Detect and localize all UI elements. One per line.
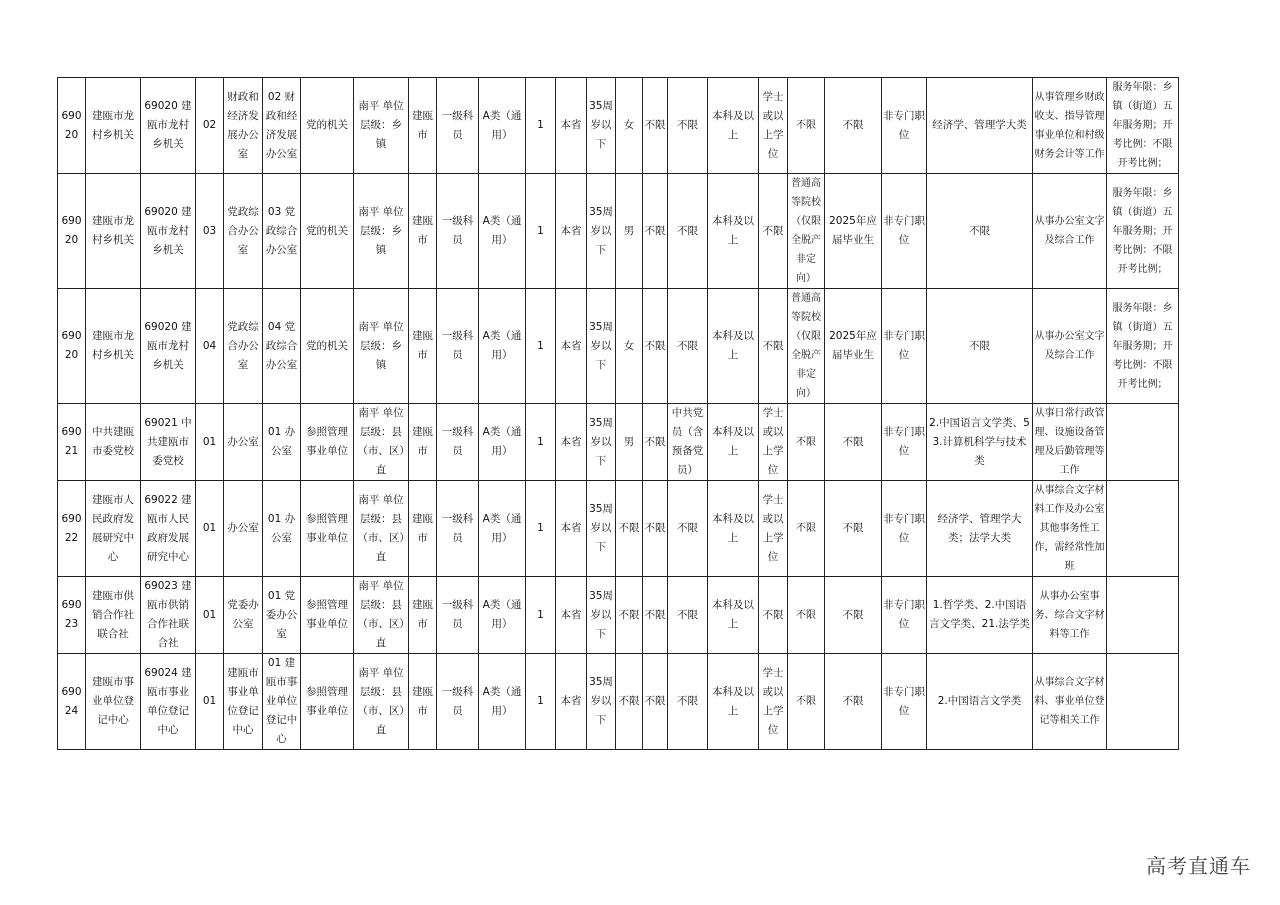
cell-job-description: 从事日常行政管理、设施设备管理及后勤管理等工作 [1033,404,1107,481]
cell-gender-requirement: 不限 [616,481,643,577]
cell-post-name: 01 党委办公室 [263,577,301,654]
cell-unit-full-name: 69020 建瓯市龙村乡机关 [141,174,196,289]
cell-post-type: 非专门职位 [882,654,927,750]
table-row [58,481,1179,577]
cell-post-grade: 一级科员 [437,289,479,404]
watermark: 高考直通车 [1146,854,1251,878]
cell-department: 党政综合办公室 [224,174,263,289]
cell-unit-level: 南平 单位层级：乡镇 [354,78,409,174]
cell-headcount: 1 [526,481,556,577]
cell-unit-type: 参照管理事业单位 [301,481,354,577]
table-row [58,654,1179,750]
cell-ethnicity: 不限 [643,404,668,481]
cell-gender-requirement: 男 [616,404,643,481]
cell-post-name: 01 建瓯市事业单位登记中心 [263,654,301,750]
cell-post-type: 非专门职位 [882,174,927,289]
cell-unit-name: 中共建瓯市委党校 [86,404,141,481]
cell-region: 建瓯市 [409,404,437,481]
cell-major-requirement: 不限 [927,289,1033,404]
cell-position-code: 69020 [58,289,86,404]
cell-headcount: 1 [526,174,556,289]
cell-exam-category: A类（通用） [479,174,526,289]
cell-candidate-source: 不限 [825,654,882,750]
cell-ethnicity: 不限 [643,289,668,404]
cell-post-grade: 一级科员 [437,654,479,750]
cell-household-region: 本省 [556,577,587,654]
cell-age-requirement: 35周岁以下 [587,577,616,654]
table-row [58,78,1179,174]
cell-political-status: 不限 [668,577,708,654]
cell-post-type: 非专门职位 [882,78,927,174]
table-row [58,289,1179,404]
table-row [58,174,1179,289]
cell-job-description: 从事综合文字材料工作及办公室其他事务性工作，需经常性加班 [1033,481,1107,577]
cell-education: 本科及以上 [708,174,759,289]
cell-unit-level: 南平 单位层级：乡镇 [354,174,409,289]
cell-headcount: 1 [526,577,556,654]
cell-exam-category: A类（通用） [479,78,526,174]
cell-region: 建瓯市 [409,289,437,404]
cell-ethnicity: 不限 [643,174,668,289]
cell-education: 本科及以上 [708,78,759,174]
cell-school-type: 不限 [788,654,825,750]
cell-remarks [1107,654,1179,750]
cell-post-name: 01 办公室 [263,404,301,481]
cell-position-code: 69023 [58,577,86,654]
cell-unit-level: 南平 单位层级：乡镇 [354,289,409,404]
cell-unit-full-name: 69024 建瓯市事业单位登记中心 [141,654,196,750]
cell-school-type: 不限 [788,481,825,577]
cell-post-number: 03 [196,174,224,289]
cell-post-name: 04 党政综合办公室 [263,289,301,404]
cell-remarks: 服务年限：乡镇（街道）五年服务期；开考比例：不限开考比例； [1107,174,1179,289]
cell-household-region: 本省 [556,78,587,174]
cell-degree: 不限 [759,174,788,289]
cell-remarks: 服务年限：乡镇（街道）五年服务期；开考比例：不限开考比例； [1107,289,1179,404]
cell-post-grade: 一级科员 [437,78,479,174]
cell-department: 办公室 [224,404,263,481]
cell-unit-type: 党的机关 [301,174,354,289]
cell-age-requirement: 35周岁以下 [587,404,616,481]
cell-gender-requirement: 女 [616,289,643,404]
cell-political-status: 不限 [668,654,708,750]
cell-department: 党委办公室 [224,577,263,654]
cell-political-status: 不限 [668,174,708,289]
cell-gender-requirement: 不限 [616,577,643,654]
cell-post-type: 非专门职位 [882,404,927,481]
cell-unit-type: 党的机关 [301,78,354,174]
cell-candidate-source: 2025年应届毕业生 [825,174,882,289]
cell-degree: 学士或以上学位 [759,481,788,577]
cell-unit-type: 参照管理事业单位 [301,577,354,654]
cell-post-number: 01 [196,577,224,654]
cell-ethnicity: 不限 [643,78,668,174]
cell-exam-category: A类（通用） [479,577,526,654]
cell-education: 本科及以上 [708,289,759,404]
cell-post-type: 非专门职位 [882,481,927,577]
cell-department: 办公室 [224,481,263,577]
cell-exam-category: A类（通用） [479,481,526,577]
cell-post-grade: 一级科员 [437,481,479,577]
cell-gender-requirement: 男 [616,174,643,289]
cell-post-name: 01 办公室 [263,481,301,577]
cell-post-grade: 一级科员 [437,577,479,654]
cell-unit-full-name: 69023 建瓯市供销合作社联合社 [141,577,196,654]
cell-unit-level: 南平 单位层级：县（市、区）直 [354,577,409,654]
cell-unit-name: 建瓯市龙村乡机关 [86,78,141,174]
cell-major-requirement: 2.中国语言文学类、53.计算机科学与技术类 [927,404,1033,481]
cell-age-requirement: 35周岁以下 [587,78,616,174]
cell-department: 建瓯市事业单位登记中心 [224,654,263,750]
cell-remarks [1107,577,1179,654]
cell-household-region: 本省 [556,174,587,289]
cell-region: 建瓯市 [409,78,437,174]
cell-position-code: 69020 [58,78,86,174]
cell-candidate-source: 2025年应届毕业生 [825,289,882,404]
cell-unit-level: 南平 单位层级：县（市、区）直 [354,481,409,577]
cell-position-code: 69022 [58,481,86,577]
cell-gender-requirement: 女 [616,78,643,174]
cell-gender-requirement: 不限 [616,654,643,750]
cell-unit-full-name: 69021 中共建瓯市委党校 [141,404,196,481]
cell-degree: 学士或以上学位 [759,654,788,750]
recruitment-table [57,77,1179,750]
cell-position-code: 69020 [58,174,86,289]
cell-political-status: 不限 [668,78,708,174]
cell-post-number: 01 [196,654,224,750]
cell-post-type: 非专门职位 [882,577,927,654]
cell-ethnicity: 不限 [643,654,668,750]
cell-major-requirement: 经济学、管理学大类；法学大类 [927,481,1033,577]
cell-candidate-source: 不限 [825,481,882,577]
cell-region: 建瓯市 [409,654,437,750]
cell-post-type: 非专门职位 [882,289,927,404]
cell-headcount: 1 [526,289,556,404]
cell-political-status: 中共党员（含预备党员） [668,404,708,481]
cell-school-type: 不限 [788,577,825,654]
table-body [58,78,1179,750]
cell-post-name: 02 财政和经济发展办公室 [263,78,301,174]
cell-post-number: 01 [196,404,224,481]
cell-household-region: 本省 [556,289,587,404]
cell-political-status: 不限 [668,289,708,404]
cell-headcount: 1 [526,78,556,174]
cell-degree: 不限 [759,577,788,654]
cell-unit-name: 建瓯市事业单位登记中心 [86,654,141,750]
cell-school-type: 普通高等院校（仅限全脱产非定向） [788,174,825,289]
cell-unit-name: 建瓯市龙村乡机关 [86,174,141,289]
cell-school-type: 不限 [788,404,825,481]
cell-post-number: 01 [196,481,224,577]
cell-unit-full-name: 69020 建瓯市龙村乡机关 [141,78,196,174]
cell-unit-type: 参照管理事业单位 [301,404,354,481]
cell-age-requirement: 35周岁以下 [587,174,616,289]
cell-school-type: 普通高等院校（仅限全脱产非定向） [788,289,825,404]
cell-region: 建瓯市 [409,577,437,654]
cell-region: 建瓯市 [409,174,437,289]
cell-major-requirement: 经济学、管理学大类 [927,78,1033,174]
cell-unit-name: 建瓯市供销合作社联合社 [86,577,141,654]
cell-job-description: 从事办公室文字及综合工作 [1033,289,1107,404]
cell-unit-full-name: 69020 建瓯市龙村乡机关 [141,289,196,404]
cell-job-description: 从事综合文字材料、事业单位登记等相关工作 [1033,654,1107,750]
cell-ethnicity: 不限 [643,481,668,577]
cell-post-grade: 一级科员 [437,404,479,481]
cell-education: 本科及以上 [708,654,759,750]
cell-headcount: 1 [526,404,556,481]
cell-position-code: 69021 [58,404,86,481]
cell-post-grade: 一级科员 [437,174,479,289]
cell-headcount: 1 [526,654,556,750]
cell-unit-type: 党的机关 [301,289,354,404]
cell-education: 本科及以上 [708,577,759,654]
cell-candidate-source: 不限 [825,404,882,481]
cell-exam-category: A类（通用） [479,404,526,481]
cell-unit-name: 建瓯市龙村乡机关 [86,289,141,404]
cell-unit-type: 参照管理事业单位 [301,654,354,750]
cell-education: 本科及以上 [708,481,759,577]
cell-post-number: 02 [196,78,224,174]
cell-age-requirement: 35周岁以下 [587,481,616,577]
cell-unit-name: 建瓯市人民政府发展研究中心 [86,481,141,577]
cell-ethnicity: 不限 [643,577,668,654]
cell-candidate-source: 不限 [825,78,882,174]
cell-exam-category: A类（通用） [479,654,526,750]
cell-education: 本科及以上 [708,404,759,481]
table-row [58,577,1179,654]
cell-job-description: 从事办公室文字及综合工作 [1033,174,1107,289]
cell-degree: 不限 [759,289,788,404]
cell-candidate-source: 不限 [825,577,882,654]
cell-region: 建瓯市 [409,481,437,577]
cell-position-code: 69024 [58,654,86,750]
cell-unit-full-name: 69022 建瓯市人民政府发展研究中心 [141,481,196,577]
cell-school-type: 不限 [788,78,825,174]
cell-remarks [1107,404,1179,481]
cell-major-requirement: 2.中国语言文学类 [927,654,1033,750]
cell-remarks [1107,481,1179,577]
cell-unit-level: 南平 单位层级：县（市、区）直 [354,654,409,750]
cell-political-status: 不限 [668,481,708,577]
table-row [58,404,1179,481]
cell-household-region: 本省 [556,654,587,750]
cell-major-requirement: 不限 [927,174,1033,289]
cell-department: 财政和经济发展办公室 [224,78,263,174]
cell-job-description: 从事办公室事务、综合文字材料等工作 [1033,577,1107,654]
cell-degree: 学士或以上学位 [759,404,788,481]
cell-department: 党政综合办公室 [224,289,263,404]
cell-degree: 学士或以上学位 [759,78,788,174]
cell-exam-category: A类（通用） [479,289,526,404]
cell-household-region: 本省 [556,481,587,577]
cell-job-description: 从事管理乡财政收支、指导管理事业单位和村级财务会计等工作 [1033,78,1107,174]
cell-age-requirement: 35周岁以下 [587,289,616,404]
cell-post-name: 03 党政综合办公室 [263,174,301,289]
cell-household-region: 本省 [556,404,587,481]
cell-remarks: 服务年限：乡镇（街道）五年服务期；开考比例：不限开考比例； [1107,78,1179,174]
cell-major-requirement: 1.哲学类、2.中国语言文学类、21.法学类 [927,577,1033,654]
cell-post-number: 04 [196,289,224,404]
cell-age-requirement: 35周岁以下 [587,654,616,750]
cell-unit-level: 南平 单位层级：县（市、区）直 [354,404,409,481]
